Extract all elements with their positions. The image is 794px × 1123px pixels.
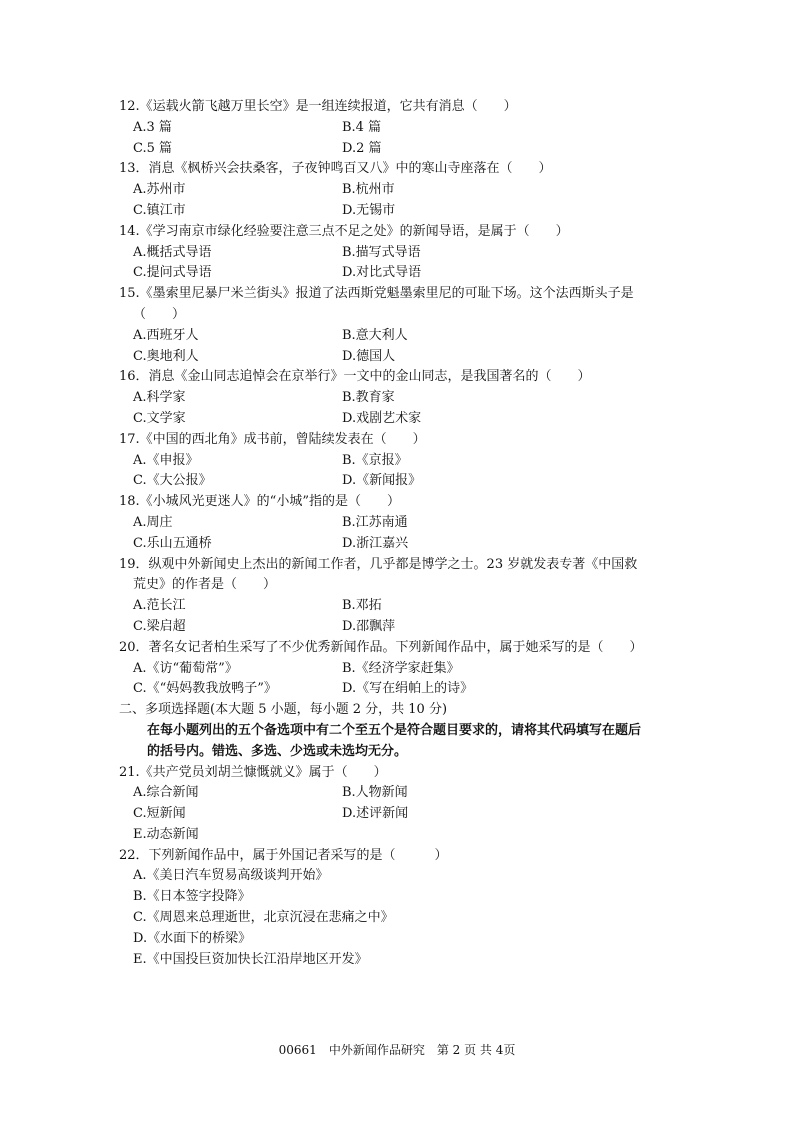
option-a: A.综合新闻 <box>133 785 199 801</box>
question-15 <box>119 284 689 367</box>
option-d: D.《写在绢帕上的诗》 <box>342 681 474 697</box>
question-stem: 14.《学习南京市绿化经验要注意三点不足之处》的新闻导语，是属于（ ） <box>119 223 569 239</box>
option-e: E.动态新闻 <box>133 826 199 842</box>
option-b: B.教育家 <box>342 390 395 406</box>
option-b: B.《日本签字投降》 <box>133 889 251 905</box>
option-b: B.《经济学家赶集》 <box>342 660 460 676</box>
option-d: D.2 篇 <box>342 140 382 156</box>
question-13 <box>119 159 689 221</box>
question-stem-cont: 荒史》的作者是（ ） <box>133 577 277 593</box>
option-d: D.对比式导语 <box>342 265 422 281</box>
option-row <box>119 596 689 617</box>
section-instruction: 在每小题列出的五个备选项中有二个至五个是符合题目要求的，请将其代码填写在题后 <box>147 722 642 738</box>
option-row <box>119 139 689 160</box>
single-choice-questions <box>119 97 689 700</box>
option-a: A.《申报》 <box>133 452 199 468</box>
option-c: C.5 篇 <box>133 140 173 156</box>
option-row <box>119 783 689 804</box>
option-row <box>119 347 689 368</box>
option-c: C.乐山五通桥 <box>133 535 212 551</box>
option-d: D.浙江嘉兴 <box>342 535 409 551</box>
option-d: D.邵飘萍 <box>342 618 396 634</box>
option-row <box>119 201 689 222</box>
option-d: D.德国人 <box>342 348 396 364</box>
option-c: C.梁启超 <box>133 618 186 634</box>
question-stem: 21.《共产党员刘胡兰慷慨就义》属于（ ） <box>119 764 387 780</box>
page-footer: 00661 中外新闻作品研究 第 2 页 共 4页 <box>278 1043 516 1057</box>
option-a: A.科学家 <box>133 390 186 406</box>
option-b: B.人物新闻 <box>342 785 408 801</box>
exam-content <box>119 97 689 970</box>
option-row <box>119 679 689 700</box>
option-row <box>119 471 689 492</box>
option-c: C.镇江市 <box>133 202 186 218</box>
option-b: B.杭州市 <box>342 182 395 198</box>
option-row <box>119 617 689 638</box>
option-row <box>119 263 689 284</box>
option-row <box>119 180 689 201</box>
option-c: C.提问式导语 <box>133 265 212 281</box>
option-d: D.戏剧艺术家 <box>342 410 422 426</box>
option-a: A.3 篇 <box>133 119 172 135</box>
option-b: B.描写式导语 <box>342 244 421 260</box>
option-c: C.文学家 <box>133 410 186 426</box>
question-14 <box>119 222 689 284</box>
question-stem: 17.《中国的西北角》成书前，曾陆续发表在（ ） <box>119 431 426 447</box>
question-17 <box>119 430 689 492</box>
option-row <box>119 118 689 139</box>
option-a: A.周庄 <box>133 514 173 530</box>
question-18 <box>119 492 689 554</box>
option-c: C.《周恩来总理逝世，北京沉浸在悲痛之中》 <box>133 910 394 926</box>
option-b: B.4 篇 <box>342 119 382 135</box>
option-b: B.江苏南通 <box>342 514 408 530</box>
question-16 <box>119 367 689 429</box>
option-row <box>119 388 689 409</box>
option-b: B.《京报》 <box>342 452 408 468</box>
option-e: E.《中国投巨资加快长江沿岸地区开发》 <box>133 951 368 967</box>
question-stem: 19．纵观中外新闻史上杰出的新闻工作者，几乎都是博学之士。23 岁就发表专著《中国救 <box>119 556 638 572</box>
question-stem: 18.《小城风光更迷人》的“小城”指的是（ ） <box>119 494 400 510</box>
question-stem: 16．消息《金山同志追悼会在京举行》一文中的金山同志，是我国著名的（ ） <box>119 369 591 385</box>
option-a: A.西班牙人 <box>133 327 199 343</box>
question-stem: 12.《运载火箭飞越万里长空》是一组连续报道，它共有消息（ ） <box>119 99 517 114</box>
question-stem: 22．下列新闻作品中，属于外国记者采写的是（ ） <box>119 847 448 863</box>
option-c: C.奥地利人 <box>133 348 199 364</box>
option-row <box>119 409 689 430</box>
question-stem: 20．著名女记者柏生采写了不少优秀新闻作品。下列新闻作品中，属于她采写的是（ ） <box>119 639 643 655</box>
question-12 <box>119 97 689 159</box>
question-21 <box>119 763 689 846</box>
option-row <box>119 534 689 555</box>
option-d: D.述评新闻 <box>342 806 409 822</box>
option-b: B.意大利人 <box>342 327 408 343</box>
option-b: B.邓拓 <box>342 598 382 614</box>
question-19 <box>119 555 689 638</box>
question-stem: 15.《墨索里尼暴尸米兰街头》报道了法西斯党魁墨索里尼的可耻下场。这个法西斯头子是 <box>119 286 634 302</box>
option-a: A.范长江 <box>133 598 186 614</box>
option-d: D.《水面下的桥梁》 <box>133 930 252 946</box>
option-d: D.无锡市 <box>342 202 396 218</box>
section-instruction-cont: 的括号内。错选、多选、少选或未选均无分。 <box>147 743 408 759</box>
option-row <box>119 513 689 534</box>
option-c: C.短新闻 <box>133 806 186 822</box>
option-a: A.苏州市 <box>133 182 186 198</box>
option-row <box>119 659 689 680</box>
option-d: D.《新闻报》 <box>342 473 422 489</box>
question-20 <box>119 638 689 700</box>
option-row <box>119 243 689 264</box>
question-22 <box>119 846 689 971</box>
option-a: A.《美日汽车贸易高级谈判开始》 <box>133 868 329 884</box>
option-row <box>119 804 689 825</box>
option-c: C.《“妈妈教我放鸭子”》 <box>133 681 277 697</box>
question-stem-cont: （ ） <box>133 306 186 322</box>
section-title: 二、多项选择题(本大题 5 小题，每小题 2 分，共 10 分) <box>119 702 448 718</box>
question-stem: 13．消息《枫桥兴会扶桑客，子夜钟鸣百又八》中的寒山寺座落在（ ） <box>119 161 552 177</box>
option-a: A.概括式导语 <box>133 244 212 260</box>
option-row <box>119 451 689 472</box>
option-row <box>119 326 689 347</box>
option-c: C.《大公报》 <box>133 473 212 489</box>
option-a: A.《访“葡萄常”》 <box>133 660 238 676</box>
